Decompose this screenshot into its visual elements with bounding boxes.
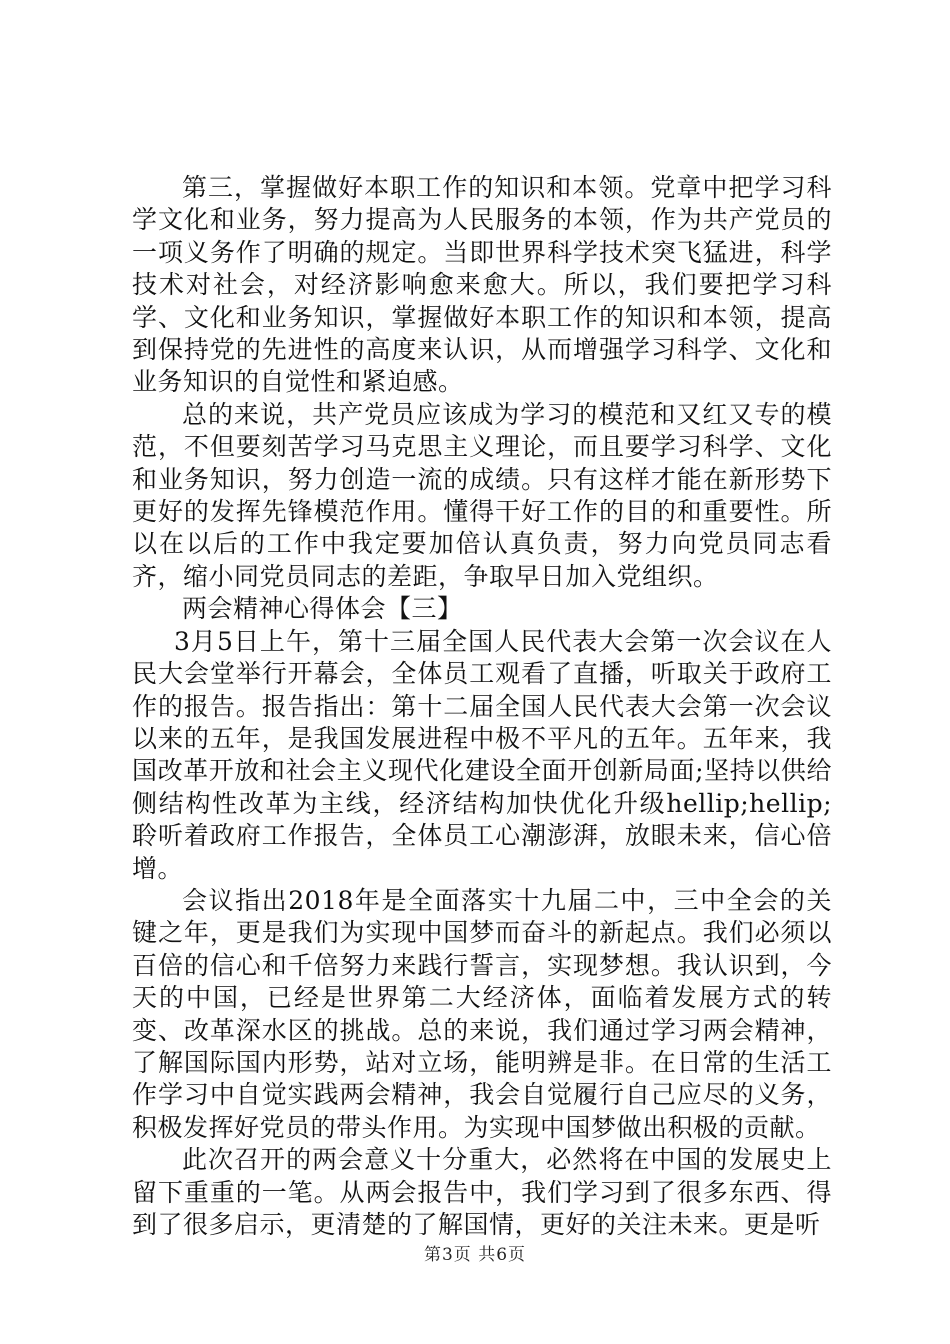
document-body: [132, 172, 832, 1241]
paragraph-summary: 总的来说，共产党员应该成为学习的模范和又红又专的模范，不但要刻苦学习马克思主义理论，而且要学习科学、文化和业务知识，努力创造一流的成绩。只有这样才能在新形势下更好的发挥先锋模范作用。懂得干好工作的目的和重要性。所以在以后的工作中我定要加倍认真负责，努力向党员同志看齐，缩小同党员同志的差距，争取早日加入党组织。: [132, 399, 832, 591]
section-heading: 两会精神心得体会【三】: [182, 594, 463, 624]
page-footer: 第3页 共6页: [423, 1245, 527, 1265]
paragraph-significance: 此次召开的两会意义十分重大，必然将在中国的发展史上留下重重的一笔。从两会报告中，我们学习到了很多东西、得到了很多启示，更清楚的了解国情，更好的关注未来。更是听: [132, 1145, 832, 1239]
paragraph-2018-meeting: 会议指出2018年是全面落实十九届二中，三中全会的关键之年，更是我们为实现中国梦而奋斗的新起点。我们必须以百倍的信心和千倍努力来践行誓言，实现梦想。我认识到，今天的中国，已经是世界第二大经济体，面临着发展方式的转变、改革深水区的挑战。总的来说，我们通过学习两会精神，了解国际国内形势，站对立场，能明辨是非。在日常的生活工作学习中自觉实践两会精神，我会自觉履行自己应尽的义务，积极发挥好党员的带头作用。为实现中国梦做出积极的贡献。: [132, 885, 832, 1142]
paragraph-mastering-skills: 第三，掌握做好本职工作的知识和本领。党章中把学习科学文化和业务，努力提高为人民服务的本领，作为共产党员的一项义务作了明确的规定。当即世界科学技术突飞猛进，科学技术对社会，对经济影响愈来愈大。所以，我们要把学习科学、文化和业务知识，掌握做好本职工作的知识和本领，提高到保持党的先进性的高度来认识，从而增强学习科学、文化和业务知识的自觉性和紧迫感。: [132, 173, 832, 397]
paragraph-march-fifth: 3月5日上午，第十三届全国人民代表大会第一次会议在人民大会堂举行开幕会，全体员工观看了直播，听取关于政府工作的报告。报告指出：第十二届全国人民代表大会第一次会议以来的五年，是我国发展进程中极不平凡的五年。五年来，我国改革开放和社会主义现代化建设全面开创新局面;坚持以供给侧结构性改革为主线，经济结构加快优化升级hellip;hellip;聆听着政府工作报告，全体员工心潮澎湃，放眼未来，信心倍增。: [132, 626, 832, 883]
